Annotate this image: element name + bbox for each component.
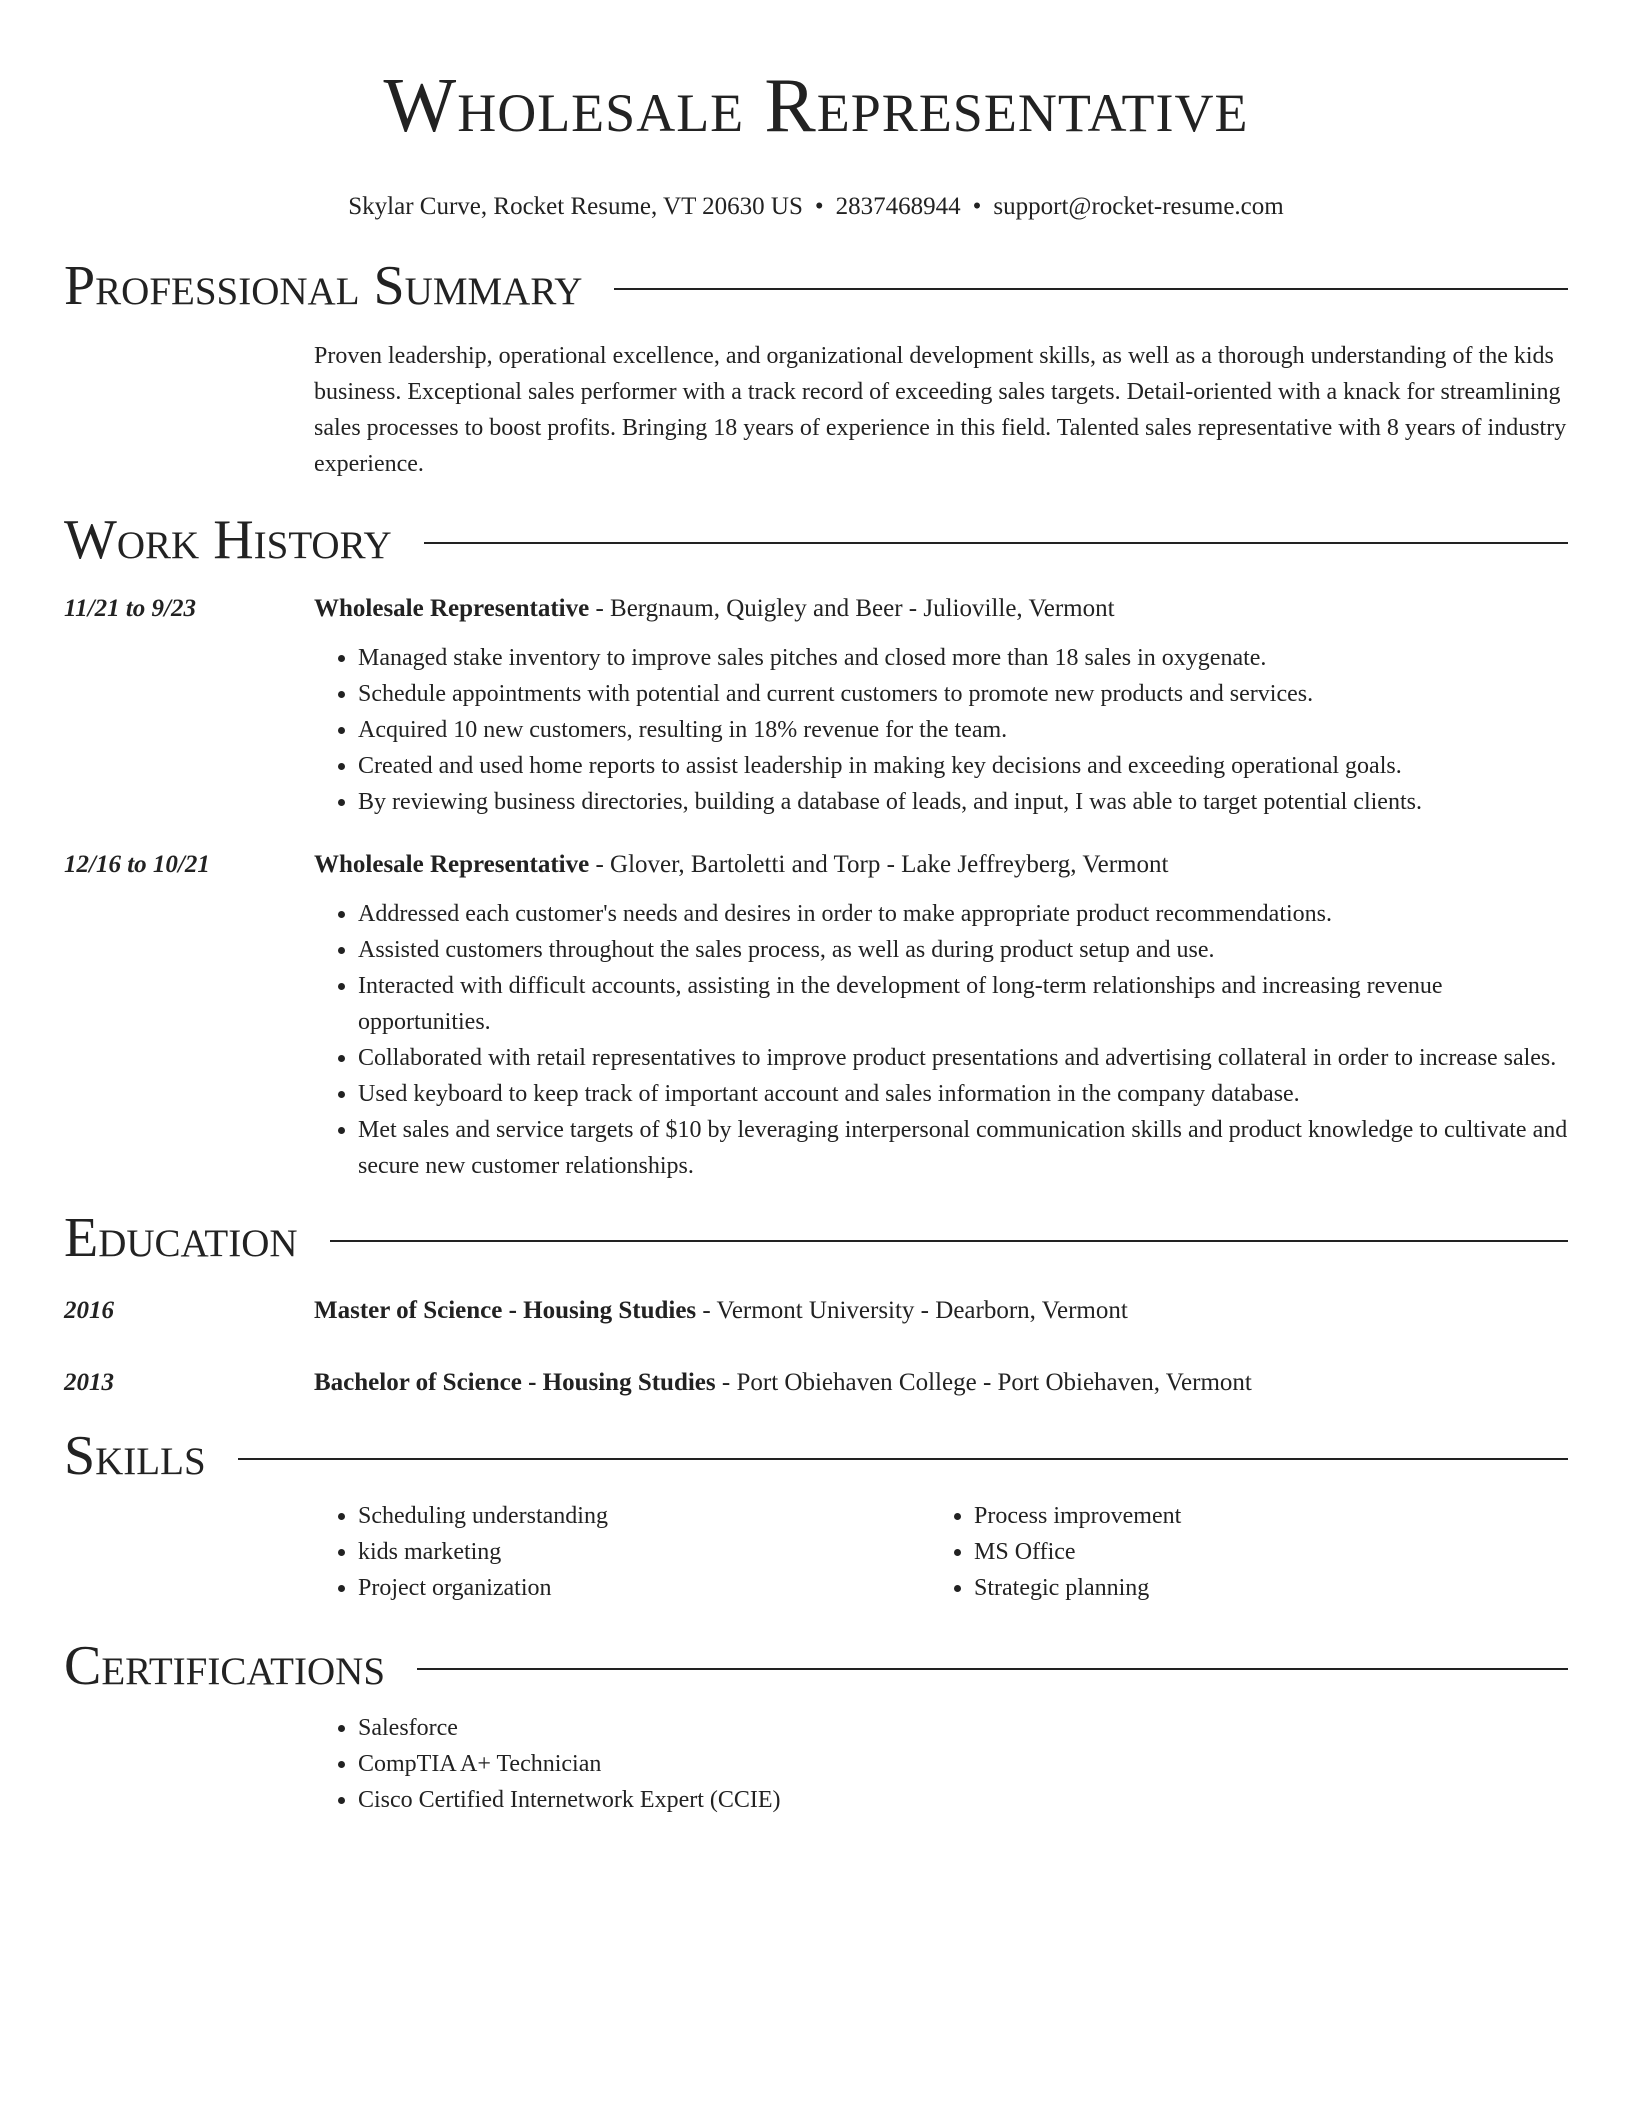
skill-item: • Process improvement: [974, 1498, 1546, 1534]
certification-item: • Cisco Certified Internetwork Expert (CCIE): [358, 1782, 1568, 1818]
job-dates: 11/21 to 9/23: [64, 595, 196, 622]
job-body: [314, 592, 1568, 820]
contact-address: Skylar Curve, Rocket Resume, VT 20630 US: [348, 193, 803, 220]
job-bullet-list: [314, 896, 1568, 1184]
summary-text: Proven leadership, operational excellence, and organizational development skills, as well as a thorough understanding of the kids business. Exceptional sales performer with a track record of exceeding sales targets. Detail-oriented with a knack for streamlining sales processes to boost profits. Bringing 18 years of experience in this field. Talented sales representative with 8 years of industry experience.: [314, 343, 1567, 477]
education-degree: Bachelor of Science - Housing Studies: [314, 1369, 716, 1396]
job-bullet: • Met sales and service targets of $10 by leveraging interpersonal communication skills and product knowledge to cultivate and secure new customer relationships.: [358, 1112, 1568, 1184]
education-section-title: Education: [64, 1207, 298, 1269]
skills-section-header: [64, 1426, 1568, 1486]
job-bullet: • Addressed each customer's needs and desires in order to make appropriate product recommendations.: [358, 896, 1568, 932]
job-entry: [64, 592, 1568, 820]
certifications-list: [314, 1710, 1568, 1818]
job-entry: [64, 848, 1568, 1184]
job-bullet-list: [314, 640, 1568, 820]
skills-column-left: [314, 1498, 930, 1606]
job-role: Wholesale Representative: [314, 851, 590, 878]
job-title-line: [314, 592, 1568, 626]
education-details: - Vermont University - Dearborn, Vermont: [696, 1297, 1128, 1324]
contact-phone: 2837468944: [835, 193, 961, 220]
education-year: 2016: [64, 1297, 114, 1324]
contact-separator: •: [814, 193, 824, 220]
education-details: - Port Obiehaven College - Port Obiehaven, Vermont: [715, 1369, 1252, 1396]
job-body: [314, 848, 1568, 1184]
job-title-line: [314, 848, 1568, 882]
certifications-section-header: [64, 1636, 1568, 1696]
certification-item: • Salesforce: [358, 1710, 1568, 1746]
job-bullet: • Assisted customers throughout the sales process, as well as during product setup and use.: [358, 932, 1568, 968]
certifications-bullet-list: [314, 1710, 1568, 1818]
work-section-header: [64, 510, 1568, 570]
certification-item: • CompTIA A+ Technician: [358, 1746, 1568, 1782]
education-year: 2013: [64, 1369, 114, 1396]
certifications-section-title: Certifications: [64, 1635, 386, 1697]
education-line: [314, 1366, 1568, 1400]
section-divider: [238, 1458, 1568, 1460]
job-bullet: • Collaborated with retail representatives to improve product presentations and advertising collateral in order to increase sales.: [358, 1040, 1568, 1076]
summary-section-header: [64, 256, 1568, 316]
skills-column-right: [930, 1498, 1546, 1606]
education-line: [314, 1294, 1568, 1328]
contact-line: [64, 192, 1568, 222]
education-entry: [64, 1294, 1568, 1328]
summary-section-title: Professional Summary: [64, 255, 583, 317]
education-degree: Master of Science - Housing Studies: [314, 1297, 697, 1324]
skill-item: • kids marketing: [358, 1534, 930, 1570]
skill-item: • Project organization: [358, 1570, 930, 1606]
work-section-title: Work History: [64, 509, 392, 571]
job-dates: 12/16 to 10/21: [64, 851, 210, 878]
job-bullet: • Created and used home reports to assist leadership in making key decisions and exceeding operational goals.: [358, 748, 1568, 784]
section-divider: [424, 542, 1568, 544]
skill-item: • Strategic planning: [974, 1570, 1546, 1606]
section-divider: [330, 1240, 1568, 1242]
skill-item: • MS Office: [974, 1534, 1546, 1570]
job-details: - Glover, Bartoletti and Torp - Lake Jeffreyberg, Vermont: [589, 851, 1169, 878]
skills-grid: [314, 1498, 1568, 1606]
job-bullet: • Acquired 10 new customers, resulting in 18% revenue for the team.: [358, 712, 1568, 748]
education-section-header: [64, 1208, 1568, 1268]
education-entry: [64, 1366, 1568, 1400]
job-bullet: • Interacted with difficult accounts, assisting in the development of long-term relationships and increasing revenue opportunities.: [358, 968, 1568, 1040]
resume-name: Wholesale Representative: [383, 62, 1249, 148]
contact-email: support@rocket-resume.com: [993, 193, 1284, 220]
job-bullet: • Used keyboard to keep track of important account and sales information in the company database.: [358, 1076, 1568, 1112]
contact-separator: •: [972, 193, 982, 220]
job-details: - Bergnaum, Quigley and Beer - Julioville, Vermont: [589, 595, 1115, 622]
job-bullet: • Schedule appointments with potential and current customers to promote new products and services.: [358, 676, 1568, 712]
section-divider: [417, 1668, 1568, 1670]
skills-section-title: Skills: [64, 1425, 206, 1487]
skill-item: • Scheduling understanding: [358, 1498, 930, 1534]
job-role: Wholesale Representative: [314, 595, 590, 622]
job-bullet: • By reviewing business directories, building a database of leads, and input, I was able to target potential clients.: [358, 784, 1568, 820]
section-divider: [614, 288, 1568, 290]
job-bullet: • Managed stake inventory to improve sales pitches and closed more than 18 sales in oxygenate.: [358, 640, 1568, 676]
